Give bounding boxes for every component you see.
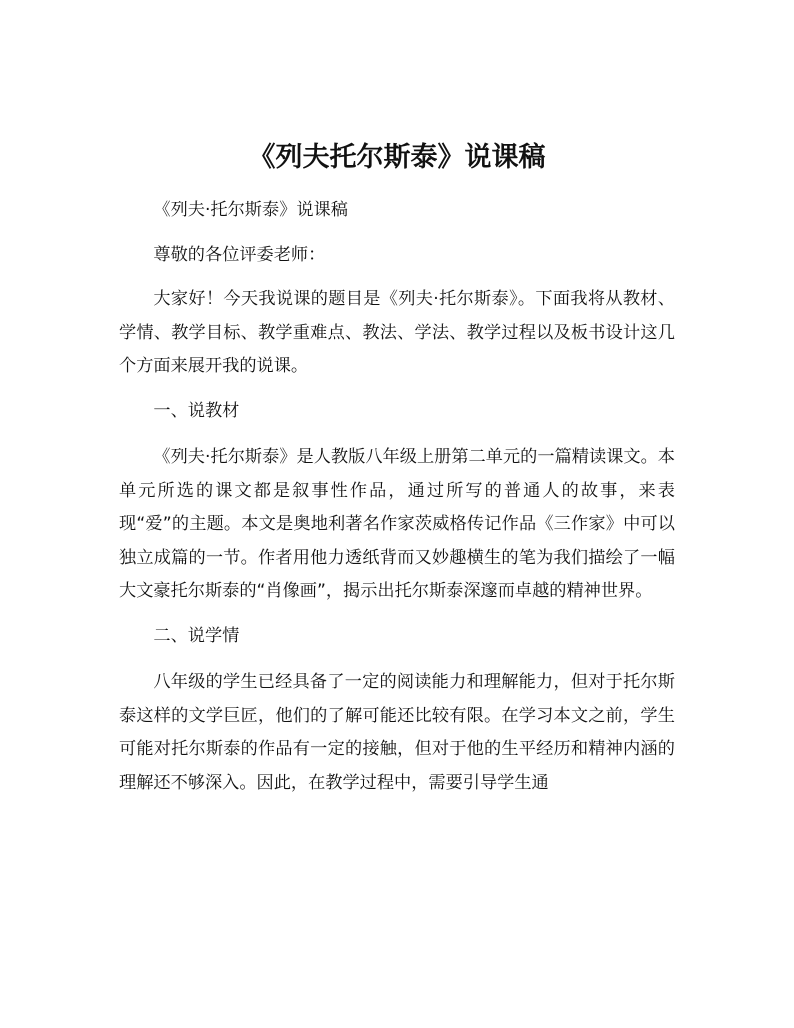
section-heading-textbook: 一、说教材 [153, 400, 240, 421]
section-heading-students: 二、说学情 [153, 625, 240, 646]
document-body [119, 194, 675, 811]
intro-paragraph: 大家好！今天我说课的题目是《列夫·托尔斯泰》。下面我将从教材、学情、教学目标、教学重难点、教法、学法、教学过程以及板书设计这几个方面来展开我的说课。 [119, 289, 675, 376]
document-title: 《列夫托尔斯泰》说课稿 [248, 142, 546, 173]
greeting-paragraph: 尊敬的各位评委老师： [153, 244, 326, 265]
subtitle-paragraph: 《列夫·托尔斯泰》说课稿 [153, 200, 348, 220]
students-paragraph: 八年级的学生已经具备了一定的阅读能力和理解能力，但对于托尔斯泰这样的文学巨匠，他们的了解可能还比较有限。在学习本文之前，学生可能对托尔斯泰的作品有一定的接触，但对于他的生平经历和精神内涵的理解还不够深入。因此，在教学过程中，需要引导学生通 [119, 672, 675, 793]
textbook-paragraph: 《列夫·托尔斯泰》是人教版八年级上册第二单元的一篇精读课文。本单元所选的课文都是叙事性作品，通过所写的普通人的故事，来表现“爱”的主题。本文是奥地利著名作家茨威格传记作品《三作家》中可以独立成篇的一节。作者用他力透纸背而又妙趣横生的笔为我们描绘了一幅大文豪托尔斯泰的“肖像画”，揭示出托尔斯泰深邃而卓越的精神世界。 [119, 447, 675, 601]
